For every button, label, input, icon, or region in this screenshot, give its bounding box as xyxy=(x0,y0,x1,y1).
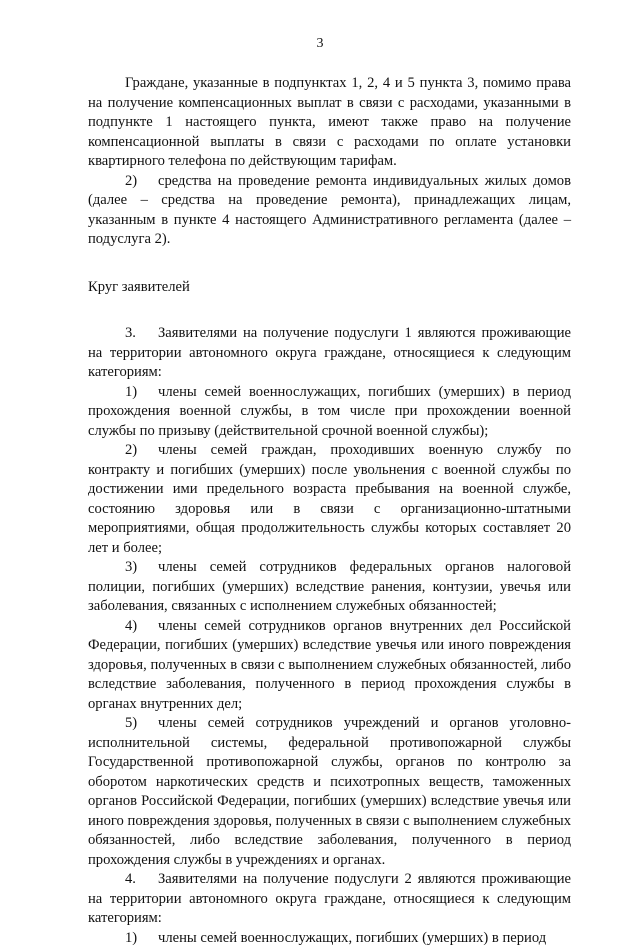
list-item xyxy=(88,558,571,617)
list-item xyxy=(88,617,571,715)
subitem-2 xyxy=(88,172,571,250)
point-4 xyxy=(88,870,571,929)
item-text: члены семей военнослужащих, погибших (умерших) в период xyxy=(158,930,546,946)
item-text: члены семей сотрудников учреждений и органов уголовно-исполнительной системы, федеральной противопожарной службы Государственной противопожарной службы, органов по контролю за оборотом наркотических средств и психотропных веществ, таможенных органов Российской Федерации, погибших (умерших) вследствие увечья или иного повреждения здоровья, полученных в связи с выполнением служебных обязанностей, либо вследствие заболевания, полученного в период прохождения службы в учреждениях и органах. xyxy=(88,715,571,868)
list-item xyxy=(88,441,571,558)
page-number: 3 xyxy=(0,36,640,52)
subitem-text: средства на проведение ремонта индивидуальных жилых домов (далее – средства на проведение ремонта), принадлежащих лицам, указанным в пункте 4 настоящего Административного регламента (далее – подуслуга 2). xyxy=(88,173,571,248)
list-item xyxy=(88,383,571,442)
item-number: 5) xyxy=(88,714,158,734)
item-number: 1) xyxy=(88,383,158,403)
section-heading: Круг заявителей xyxy=(88,278,571,298)
point-number: 4. xyxy=(88,870,158,890)
item-number: 3) xyxy=(88,558,158,578)
item-text: члены семей граждан, проходивших военную службу по контракту и погибших (умерших) после увольнения с военной службы по достижении ими предельного возраста пребывания на военной службе, состоянию здоровья или в связи с организационно-штатными мероприятиями, общая продолжительность службы которых составляет 20 лет и более; xyxy=(88,442,571,556)
point-number: 3. xyxy=(88,324,158,344)
item-text: члены семей сотрудников органов внутренних дел Российской Федерации, погибших (умерших) вследствие увечья или иного повреждения здоровья, полученных в связи с выполнением служебных обязанностей, либо вследствие заболевания, полученного в период прохождения службы в органах внутренних дел; xyxy=(88,618,571,712)
document-body xyxy=(88,74,571,948)
point-3 xyxy=(88,324,571,383)
list-item xyxy=(88,714,571,870)
intro-paragraph: Граждане, указанные в подпунктах 1, 2, 4 и 5 пункта 3, помимо права на получение компенсационных выплат в связи с расходами, указанными в подпункте 1 настоящего пункта, имеют также право на получение компенсационной выплаты в связи с расходами по оплате установки квартирного телефона по действующим тарифам. xyxy=(88,74,571,172)
subitem-number: 2) xyxy=(88,172,158,192)
item-text: члены семей сотрудников федеральных органов налоговой полиции, погибших (умерших) вследствие ранения, контузии, увечья или заболевания, связанных с исполнением служебных обязанностей; xyxy=(88,559,571,614)
item-number: 1) xyxy=(88,929,158,948)
point-text: Заявителями на получение подуслуги 1 являются проживающие на территории автономного округа граждане, относящиеся к следующим категориям: xyxy=(88,325,571,380)
list-item xyxy=(88,929,571,948)
item-number: 2) xyxy=(88,441,158,461)
item-number: 4) xyxy=(88,617,158,637)
point-text: Заявителями на получение подуслуги 2 являются проживающие на территории автономного округа граждане, относящиеся к следующим категориям: xyxy=(88,871,571,926)
item-text: члены семей военнослужащих, погибших (умерших) в период прохождения военной службы, в том числе при прохождении военной службы по призыву (действительной срочной военной службы); xyxy=(88,384,571,439)
